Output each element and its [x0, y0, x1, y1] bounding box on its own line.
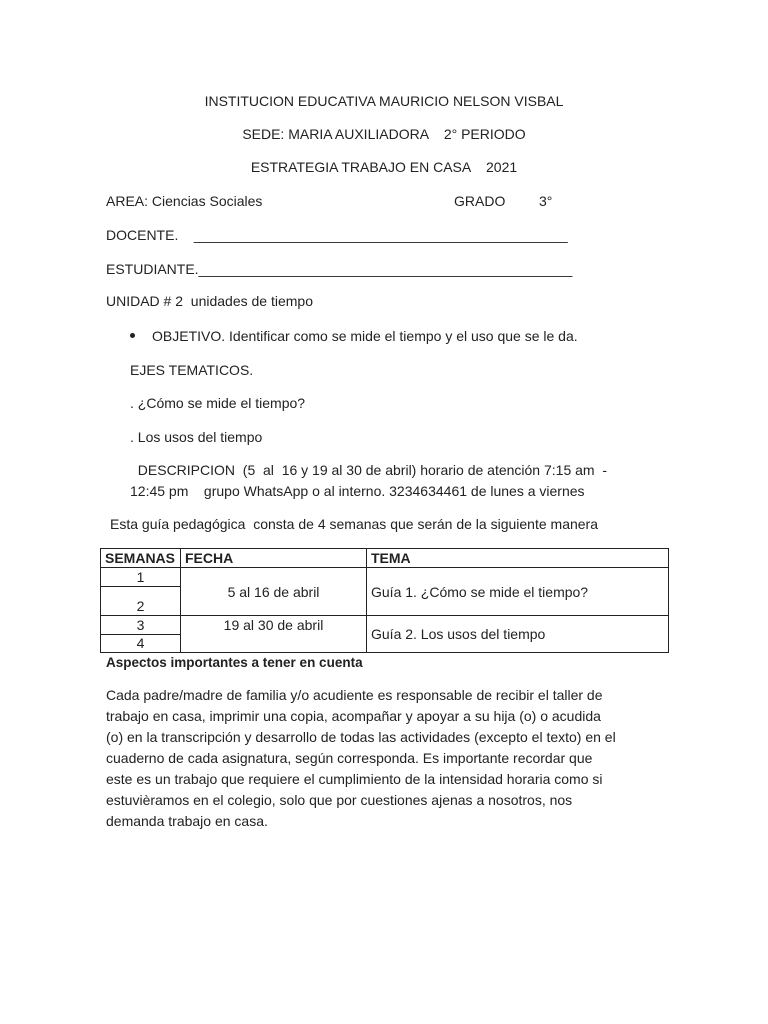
objective-line: OBJETIVO. Identificar como se mide el tiempo y el uso que se le da.: [152, 328, 578, 344]
aspects-line: Cada padre/madre de familia y/o acudiente es responsable de recibir el taller de: [106, 687, 603, 703]
grado-value: 3°: [539, 193, 553, 209]
fecha-cell: 19 al 30 de abril: [181, 616, 367, 653]
sede-line: SEDE: MARIA AUXILIADORA 2° PERIODO: [242, 126, 526, 142]
ejes-title: EJES TEMATICOS.: [130, 362, 254, 378]
tema-cell: Guía 2. Los usos del tiempo: [367, 616, 669, 653]
table-row: [101, 568, 669, 587]
aspects-line: demanda trabajo en casa.: [106, 813, 268, 829]
area-label: AREA: Ciencias Sociales: [106, 193, 263, 209]
eje-item-1: . ¿Cómo se mide el tiempo?: [130, 395, 306, 411]
aspects-line: (o) en la transcripción y desarrollo de todas las actividades (excepto el texto) en el: [106, 729, 616, 745]
eje-item-2: . Los usos del tiempo: [130, 429, 263, 445]
aspects-paragraph: [106, 685, 666, 832]
table-row: [101, 616, 669, 635]
intro-line: Esta guía pedagógica consta de 4 semanas que serán de la siguiente manera: [110, 516, 598, 532]
week-number: 3: [101, 616, 181, 635]
docente-line: DOCENTE. ________________________________________________: [106, 227, 568, 243]
week-number: 1: [101, 568, 181, 587]
description-line-1: DESCRIPCION (5 al 16 y 19 al 30 de abril) horario de atención 7:15 am -: [130, 462, 608, 478]
fecha-cell: 5 al 16 de abril: [181, 568, 367, 616]
aspects-title: Aspectos importantes a tener en cuenta: [106, 655, 363, 670]
header-tema: TEMA: [367, 549, 669, 568]
header-fecha: FECHA: [181, 549, 367, 568]
week-number: 2: [101, 587, 181, 616]
institution-title: INSTITUCION EDUCATIVA MAURICIO NELSON VISBAL: [204, 93, 564, 109]
unidad-line: UNIDAD # 2 unidades de tiempo: [106, 293, 313, 309]
header-semanas: SEMANAS: [101, 549, 181, 568]
tema-cell: Guía 1. ¿Cómo se mide el tiempo?: [367, 568, 669, 616]
weeks-table: [100, 548, 669, 653]
aspects-line: este es un trabajo que requiere el cumplimiento de la intensidad horaria como si: [106, 771, 603, 787]
aspects-line: cuaderno de cada asignatura, según corresponda. Es importante recordar que: [106, 750, 593, 766]
estudiante-line: ESTUDIANTE.________________________________________________: [106, 261, 573, 277]
table-header-row: [101, 549, 669, 568]
grado-label: GRADO: [454, 193, 506, 209]
aspects-line: estuvièramos en el colegio, solo que por cuestiones ajenas a nosotros, nos: [106, 792, 573, 808]
bullet-icon: [130, 333, 135, 338]
strategy-line: ESTRATEGIA TRABAJO EN CASA 2021: [250, 159, 518, 175]
aspects-line: trabajo en casa, imprimir una copia, acompañar y apoyar a su hija (o) o acudida: [106, 708, 601, 724]
week-number: 4: [101, 635, 181, 653]
description-line-2: 12:45 pm grupo WhatsApp o al interno. 3234634461 de lunes a viernes: [130, 483, 585, 499]
